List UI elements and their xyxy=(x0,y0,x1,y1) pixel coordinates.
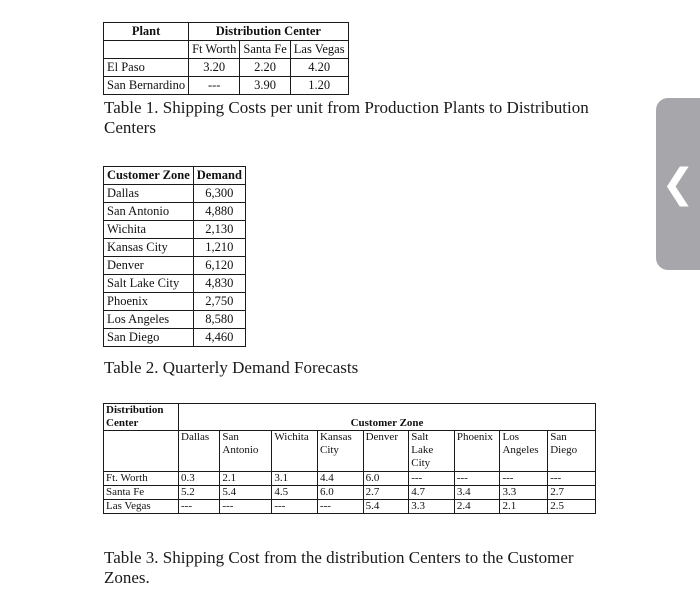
table-cell: --- xyxy=(220,500,272,514)
table-cell: 5.2 xyxy=(179,486,220,500)
table-row xyxy=(104,239,246,257)
table-row xyxy=(104,185,246,203)
demand-header: Demand xyxy=(193,167,245,185)
table-cell: --- xyxy=(409,472,455,486)
demand-cell: 1,210 xyxy=(193,239,245,257)
zone-cell: Dallas xyxy=(104,185,194,203)
table-row xyxy=(104,257,246,275)
zone-cell: San Antonio xyxy=(104,203,194,221)
table-cell: --- xyxy=(179,500,220,514)
blank-cell xyxy=(104,41,189,59)
table-row xyxy=(104,275,246,293)
column-header: Santa Fe xyxy=(240,41,290,59)
demand-cell: 6,300 xyxy=(193,185,245,203)
table-cell: 2.1 xyxy=(220,472,272,486)
blank-cell xyxy=(104,431,179,472)
zone-cell: Phoenix xyxy=(104,293,194,311)
column-header: Ft Worth xyxy=(189,41,240,59)
plant-header: Plant xyxy=(104,23,189,41)
row-label: San Bernardino xyxy=(104,77,189,95)
demand-cell: 4,880 xyxy=(193,203,245,221)
table-row xyxy=(104,221,246,239)
table-cell: 3.90 xyxy=(240,77,290,95)
table1-caption: Table 1. Shipping Costs per unit from Production Plants to Distribution Centers xyxy=(104,98,589,137)
shipping-cost-zones-table xyxy=(103,403,596,514)
column-header: Dallas xyxy=(179,431,220,472)
table-cell: 6.0 xyxy=(317,486,363,500)
table-cell: --- xyxy=(454,472,500,486)
row-label: Santa Fe xyxy=(104,486,179,500)
row-label: El Paso xyxy=(104,59,189,77)
demand-cell: 2,750 xyxy=(193,293,245,311)
column-header: Phoenix xyxy=(454,431,500,472)
table-cell: --- xyxy=(548,472,596,486)
column-header: Denver xyxy=(363,431,409,472)
table-row xyxy=(104,472,596,486)
table-cell: --- xyxy=(189,77,240,95)
column-header: San Diego xyxy=(548,431,596,472)
table-cell: 4.7 xyxy=(409,486,455,500)
row-label: Ft. Worth xyxy=(104,472,179,486)
zone-cell: San Diego xyxy=(104,329,194,347)
table-row xyxy=(104,329,246,347)
column-header: San Antonio xyxy=(220,431,272,472)
table-cell: 3.1 xyxy=(272,472,318,486)
table-cell: 2.7 xyxy=(363,486,409,500)
demand-forecast-table xyxy=(103,166,246,347)
column-header: Salt Lake City xyxy=(409,431,455,472)
chevron-left-icon: ❮ xyxy=(661,161,695,207)
zone-cell: Los Angeles xyxy=(104,311,194,329)
table-cell: 4.5 xyxy=(272,486,318,500)
table-cell: 3.3 xyxy=(500,486,548,500)
table-row xyxy=(104,311,246,329)
table-cell: 3.3 xyxy=(409,500,455,514)
table-row xyxy=(104,293,246,311)
table-row xyxy=(104,486,596,500)
table-cell: 2.4 xyxy=(454,500,500,514)
table3-caption: Table 3. Shipping Cost from the distribution Centers to the Customer Zones. xyxy=(104,548,574,587)
table-cell: 2.5 xyxy=(548,500,596,514)
column-header: Kansas City xyxy=(317,431,363,472)
customer-zone-header: Customer Zone xyxy=(104,167,194,185)
zone-cell: Salt Lake City xyxy=(104,275,194,293)
zone-cell: Denver xyxy=(104,257,194,275)
table-cell: 2.20 xyxy=(240,59,290,77)
demand-cell: 2,130 xyxy=(193,221,245,239)
table-cell: --- xyxy=(272,500,318,514)
table-row xyxy=(104,59,349,77)
zone-cell: Wichita xyxy=(104,221,194,239)
distribution-center-header: Distribution Center xyxy=(189,23,348,41)
table-cell: 5.4 xyxy=(220,486,272,500)
table-cell: 3.20 xyxy=(189,59,240,77)
column-header: Wichita xyxy=(272,431,318,472)
table-cell: 1.20 xyxy=(290,77,348,95)
demand-cell: 6,120 xyxy=(193,257,245,275)
table2-caption: Table 2. Quarterly Demand Forecasts xyxy=(104,358,359,377)
table-cell: 2.1 xyxy=(500,500,548,514)
table-cell: 4.4 xyxy=(317,472,363,486)
table-cell: 3.4 xyxy=(454,486,500,500)
distribution-center-header: Distribution Center xyxy=(104,404,179,431)
customer-zone-header: Customer Zone xyxy=(179,404,596,431)
table-cell: --- xyxy=(500,472,548,486)
table-cell: 6.0 xyxy=(363,472,409,486)
table-cell: --- xyxy=(317,500,363,514)
demand-cell: 4,830 xyxy=(193,275,245,293)
column-header: Los Angeles xyxy=(500,431,548,472)
table-cell: 0.3 xyxy=(179,472,220,486)
demand-cell: 4,460 xyxy=(193,329,245,347)
table-row xyxy=(104,77,349,95)
demand-cell: 8,580 xyxy=(193,311,245,329)
row-label: Las Vegas xyxy=(104,500,179,514)
table-row xyxy=(104,203,246,221)
table-cell: 4.20 xyxy=(290,59,348,77)
column-header: Las Vegas xyxy=(290,41,348,59)
table-cell: 2.7 xyxy=(548,486,596,500)
zone-cell: Kansas City xyxy=(104,239,194,257)
shipping-cost-plants-table xyxy=(103,22,349,95)
table-row xyxy=(104,500,596,514)
table-cell: 5.4 xyxy=(363,500,409,514)
back-tab-button[interactable] xyxy=(656,98,700,270)
